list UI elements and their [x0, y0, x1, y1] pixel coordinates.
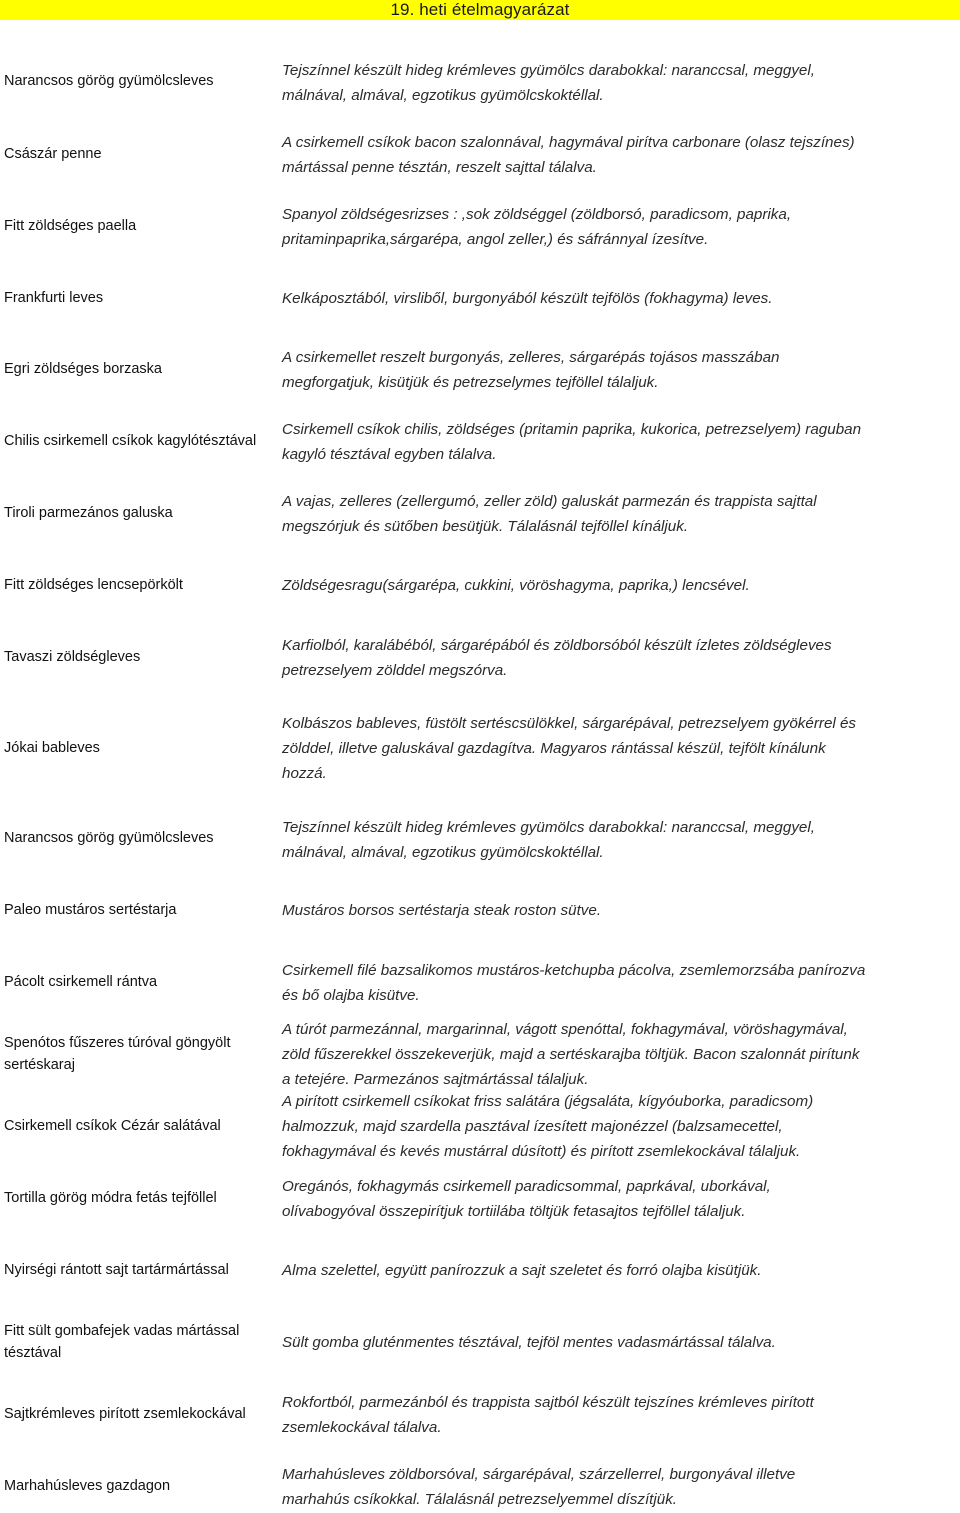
dish-description: Tejszínnel készült hideg krémleves gyümölcs darabokkal: naranccsal, meggyel, málnával, almával, egzotikus gyümölcskoktéllal. — [282, 62, 815, 104]
dish-description: Rokfortból, parmezánból és trappista sajtból készült tejszínes krémleves pirított zsemlekockával tálalva. — [282, 1394, 814, 1436]
dish-name: Spenótos fűszeres túróval göngyölt sertéskaraj — [4, 1035, 231, 1073]
dish-description: Spanyol zöldségesrizses : ,sok zöldséggel (zöldborsó, paradicsom, paprika, pritaminpaprika,sárgarépa, angol zeller,) és sáfránnyal ízesítve. — [282, 206, 792, 248]
dish-name: Fitt zöldséges paella — [4, 218, 137, 234]
dish-name: Marhahúsleves gazdagon — [4, 1478, 171, 1494]
dish-name: Csirkemell csíkok Cézár salátával — [4, 1118, 221, 1134]
dish-description: Zöldségesragu(sárgarépa, cukkini, vöröshagyma, paprika,) lencsével. — [282, 577, 750, 594]
dish-description: Oregánós, fokhagymás csirkemell paradicsommal, paprkával, uborkával, olívabogyóval összepirítjuk tortiilába töltjük fetasajtos tejföllel tálaljuk. — [282, 1178, 771, 1220]
dish-description: Kelkáposztából, virsliből, burgonyából készült tejfölös (fokhagyma) leves. — [282, 290, 773, 307]
dish-description: A csirkemell csíkok bacon szalonnával, hagymával pirítva carbonare (olasz tejszínes) mártással penne tésztán, reszelt sajttal tálalva. — [282, 134, 855, 176]
dish-description: Alma szelettel, együtt panírozzuk a sajt szeletet és forró olajba kisütjük. — [282, 1262, 762, 1279]
dish-description: Karfiolból, karalábéból, sárgarépából és zöldborsóból készült ízletes zöldségleves petrezselyem zölddel megszórva. — [282, 637, 832, 679]
dish-name: Jókai bableves — [4, 740, 100, 756]
dish-name: Narancsos görög gyümölcsleves — [4, 73, 214, 89]
dish-description: Csirkemell filé bazsalikomos mustáros-ketchupba pácolva, zsemlemorzsába panírozva és bő olajba kisütve. — [282, 962, 866, 1004]
dish-description: Tejszínnel készült hideg krémleves gyümölcs darabokkal: naranccsal, meggyel, málnával, almával, egzotikus gyümölcskoktéllal. — [282, 819, 815, 861]
dish-description: Mustáros borsos sertéstarja steak roston sütve. — [282, 902, 602, 919]
page-title: 19. heti ételmagyarázat — [0, 0, 960, 20]
dish-name: Egri zöldséges borzaska — [4, 361, 162, 377]
dish-description: Marhahúsleves zöldborsóval, sárgarépával, szárzellerrel, burgonyával illetve marhahús csíkokkal. Tálalásnál petrezselyemmel díszítjük. — [282, 1466, 796, 1508]
dish-description: A vajas, zelleres (zellergumó, zeller zöld) galuskát parmezán és trappista sajttal megszórjuk és sütőben besütjük. Tálalásnál tejföllel kínáljuk. — [282, 493, 817, 535]
dish-name: Fitt sült gombafejek vadas mártással tésztával — [4, 1323, 240, 1361]
dish-name: Chilis csirkemell csíkok kagylótésztával — [4, 433, 257, 449]
dish-name: Narancsos görög gyümölcsleves — [4, 830, 214, 846]
dish-name: Fitt zöldséges lencsepörkölt — [4, 577, 183, 593]
dish-name: Tiroli parmezános galuska — [4, 505, 173, 521]
dish-name: Paleo mustáros sertéstarja — [4, 902, 177, 918]
dish-name: Tortilla görög módra fetás tejföllel — [4, 1190, 217, 1206]
dish-description: A túrót parmezánnal, margarinnal, vágott spenóttal, fokhagymával, vöröshagymával, zöld fűszerekkel összekeverjük, majd a sertéskarajba töltjük. Bacon szalonnát pirítunk a tetejére. Parmezános sajtmártással tálaljuk. — [282, 1021, 860, 1088]
dish-description: Csirkemell csíkok chilis, zöldséges (pritamin paprika, kukorica, petrezselyem) raguban kagyló tésztával egyben tálalva. — [282, 421, 862, 463]
dish-name: Frankfurti leves — [4, 290, 104, 306]
dish-description: Kolbászos bableves, füstölt sertéscsülökkel, sárgarépával, petrezselyem gyökérrel és zölddel, illetve galuskával gazdagítva. Magyaros rántással készül, tejfölt kínálunk hozzá. — [282, 715, 857, 782]
dish-name: Tavaszi zöldségleves — [4, 649, 141, 665]
dish-name: Pácolt csirkemell rántva — [4, 974, 158, 990]
dish-description: Sült gomba gluténmentes tésztával, tejföl mentes vadasmártással tálalva. — [282, 1334, 776, 1351]
dish-description: A pirított csirkemell csíkokat friss salátára (jégsaláta, kígyóuborka, paradicsom) halmozzuk, majd szardella pasztával ízesített majonézzel (balzsamecettel, fokhagymával és kevés mustárral dúsított) és pirított zsemlekockával tálaljuk. — [282, 1093, 814, 1160]
dish-name: Császár penne — [4, 146, 102, 162]
dish-name: Sajtkrémleves pirított zsemlekockával — [4, 1406, 246, 1422]
dish-description: A csirkemellet reszelt burgonyás, zelleres, sárgarépás tojásos masszában megforgatjuk, kisütjük és petrezselymes tejföllel tálaljuk. — [282, 349, 780, 391]
dish-name: Nyirségi rántott sajt tartármártással — [4, 1262, 229, 1278]
